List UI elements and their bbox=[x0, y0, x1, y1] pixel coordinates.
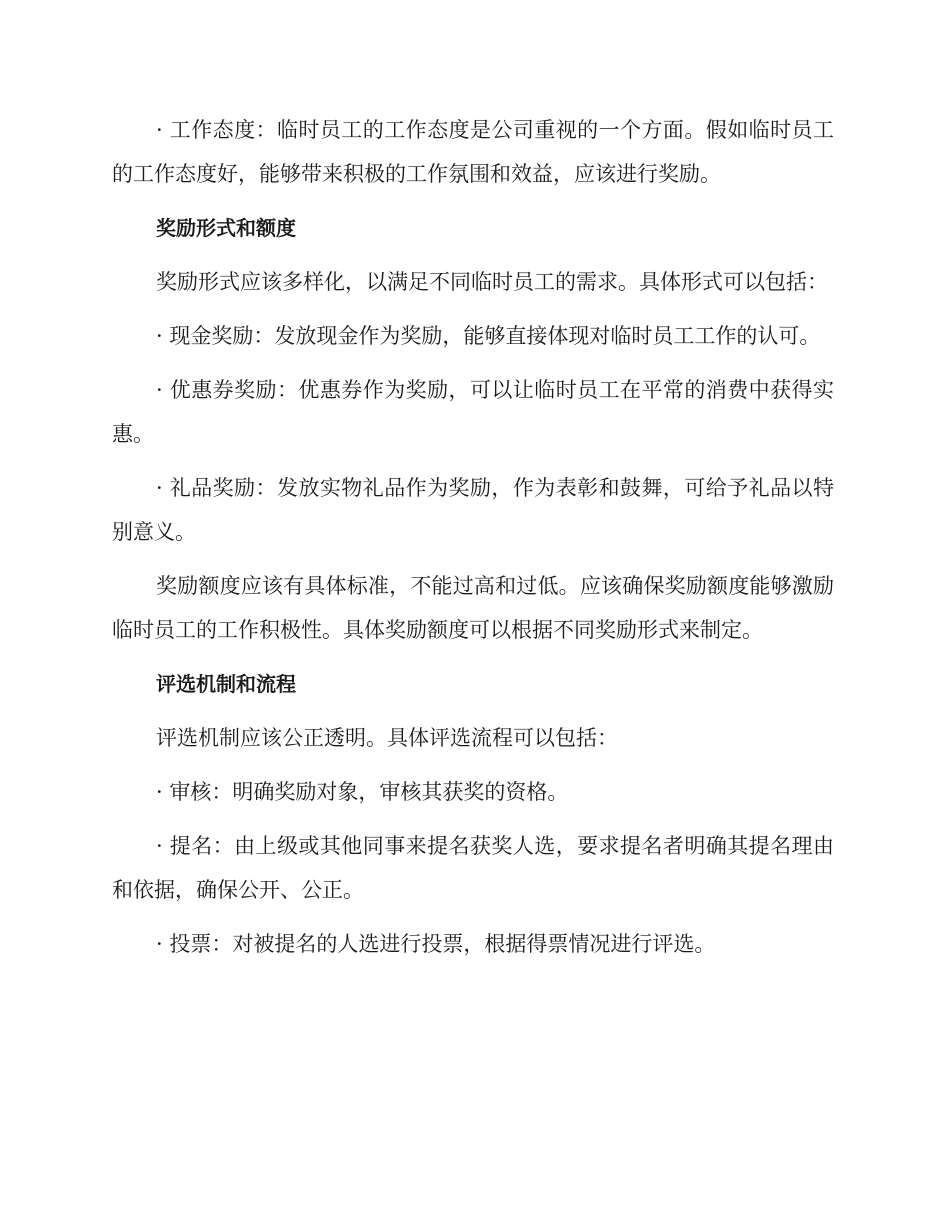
bullet-nomination: · 提名：由上级或其他同事来提名获奖人选，要求提名者明确其提名理由和依据，确保公开、公正。 bbox=[112, 834, 834, 902]
section-heading-reward-form: 奖励形式和额度 bbox=[156, 216, 296, 240]
bullet-coupon-reward: · 优惠券奖励：优惠券作为奖励，可以让临时员工在平常的消费中获得实惠。 bbox=[112, 378, 834, 446]
bullet-gift-reward: · 礼品奖励：发放实物礼品作为奖励，作为表彰和鼓舞，可给予礼品以特别意义。 bbox=[112, 476, 834, 544]
bullet-work-attitude: · 工作态度：临时员工的工作态度是公司重视的一个方面。假如临时员工的工作态度好，能够带来积极的工作氛围和效益，应该进行奖励。 bbox=[112, 118, 834, 186]
section-heading-selection: 评选机制和流程 bbox=[156, 672, 296, 696]
bullet-cash-reward: · 现金奖励：发放现金作为奖励，能够直接体现对临时员工工作的认可。 bbox=[156, 324, 821, 348]
paragraph-selection-intro: 评选机制应该公正透明。具体评选流程可以包括： bbox=[156, 726, 618, 750]
document-body bbox=[112, 108, 834, 976]
bullet-voting: · 投票：对被提名的人选进行投票，根据得票情况进行评选。 bbox=[156, 932, 716, 956]
paragraph-reward-amount: 奖励额度应该有具体标准，不能过高和过低。应该确保奖励额度能够激励临时员工的工作积极性。具体奖励额度可以根据不同奖励形式来制定。 bbox=[112, 574, 834, 642]
paragraph-reward-form-intro: 奖励形式应该多样化，以满足不同临时员工的需求。具体形式可以包括： bbox=[156, 270, 828, 294]
bullet-review: · 审核：明确奖励对象，审核其获奖的资格。 bbox=[156, 780, 569, 804]
